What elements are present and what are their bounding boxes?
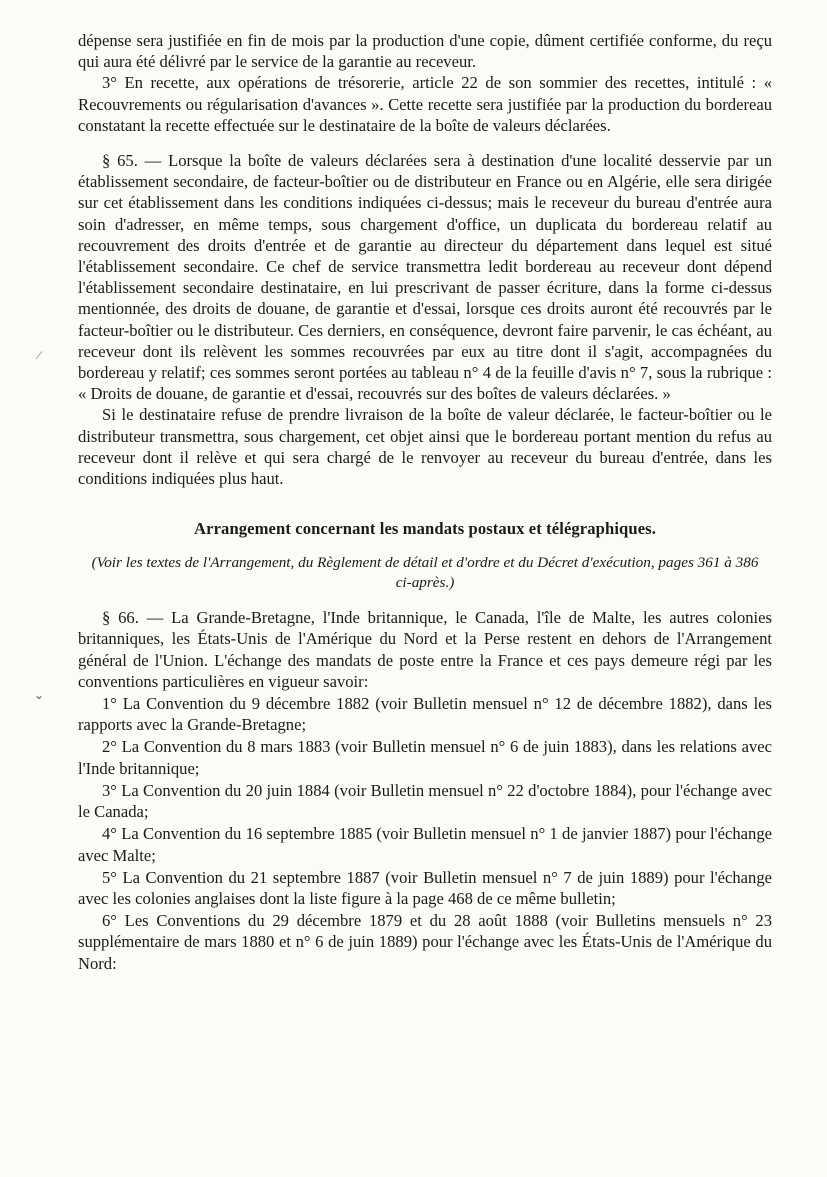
list-item: 4° La Convention du 16 septembre 1885 (voir Bulletin mensuel n° 1 de janvier 1887) pour l'échange avec Malte; xyxy=(78,824,772,865)
list-item: 1° La Convention du 9 décembre 1882 (voir Bulletin mensuel n° 12 de décembre 1882), dans les rapports avec la Grande-Bretagne; xyxy=(78,694,772,735)
reference-note: (Voir les textes de l'Arrangement, du Règlement de détail et d'ordre et du Décret d'exécution, pages 361 à 386 ci-après.) xyxy=(91,554,759,592)
conventions-list xyxy=(78,693,772,974)
margin-mark: ⌄ xyxy=(34,688,45,702)
paragraph-recette: 3° En recette, aux opérations de trésorerie, article 22 de son sommier des recettes, intitulé : « Recouvrements ou régularisation d'avances ». Cette recette sera justifiée par la production du bordereau constatant la recette effectuée sur le destinataire de la boîte de valeurs déclarées. xyxy=(78,73,772,135)
section-66-paragraph: § 66. — La Grande-Bretagne, l'Inde britannique, le Canada, l'île de Malte, les autres colonies britanniques, les États-Unis de l'Amérique du Nord et la Perse restent en dehors de l'Arrangement général de l'Union. L'échange des mandats de poste entre la France et ces pays demeure régi par les conventions particulières en vigueur savoir: xyxy=(78,608,772,691)
list-item: 5° La Convention du 21 septembre 1887 (voir Bulletin mensuel n° 7 de juin 1889) pour l'échange avec les colonies anglaises dont la liste figure à la page 468 de ce même bulletin; xyxy=(78,867,772,908)
list-item: 3° La Convention du 20 juin 1884 (voir Bulletin mensuel n° 22 d'octobre 1884), pour l'échange avec le Canada; xyxy=(78,780,772,822)
section-65-paragraph: § 65. — Lorsque la boîte de valeurs déclarées sera à destination d'une localité desservie par un établissement secondaire, de facteur-boîtier ou de distributeur en France ou en Algérie, elle sera dirigée sur cet établissement dans les conditions indiquées ci-dessus; mais le receveur du bureau d'entrée aura soin d'adresser, en même temps, sous chargement d'office, un duplicata du bordereau relatif au recouvrement des droits d'entrée et de garantie au directeur du département dans lequel est situé l'établissement secondaire. Ce chef de service transmettra ledit bordereau au receveur dont dépend l'établissement secondaire destinataire, en lui prescrivant de passer écriture, dans la forme ci-dessus mentionnée, des droits de douane, de garantie et d'essai, lorsque ces droits auront été recouvrés par le facteur-boîtier ou le distributeur. Ces derniers, en conséquence, devront faire parvenir, le cas échéant, au receveur dont ils relèvent les sommes recouvrées par eux au titre dont il s'agit, accompagnées du bordereau y relatif; ces sommes seront portées au tableau n° 4 de la feuille d'avis n° 7, sous la rubrique : « Droits de douane, de garantie et d'essai, recouvrés sur des boîtes de valeurs déclarées. » xyxy=(78,151,772,404)
section-heading: Arrangement concernant les mandats postaux et télégraphiques. xyxy=(194,519,656,539)
list-item: 6° Les Conventions du 29 décembre 1879 et du 28 août 1888 (voir Bulletins mensuels n° 23 supplémentaire de mars 1880 et n° 6 de juin 1889) pour l'échange avec les États-Unis de l'Amérique du Nord: xyxy=(78,911,772,973)
list-item: 2° La Convention du 8 mars 1883 (voir Bulletin mensuel n° 6 de juin 1883), dans les relations avec l'Inde britannique; xyxy=(78,737,772,778)
paragraph-continued: dépense sera justifiée en fin de mois par la production d'une copie, dûment certifiée conforme, du reçu qui aura été délivré par le service de la garantie au receveur. xyxy=(78,31,772,72)
margin-mark: ⁄ xyxy=(38,348,41,362)
section-65-refusal-paragraph: Si le destinataire refuse de prendre livraison de la boîte de valeur déclarée, le facteur-boîtier ou le distributeur transmettra, sous chargement, cet objet ainsi que le bordereau portant mention du refus au receveur dont il relève et qui sera chargé de le renvoyer au receveur du bureau d'entrée, dans les conditions indiquées plus haut. xyxy=(78,405,772,489)
